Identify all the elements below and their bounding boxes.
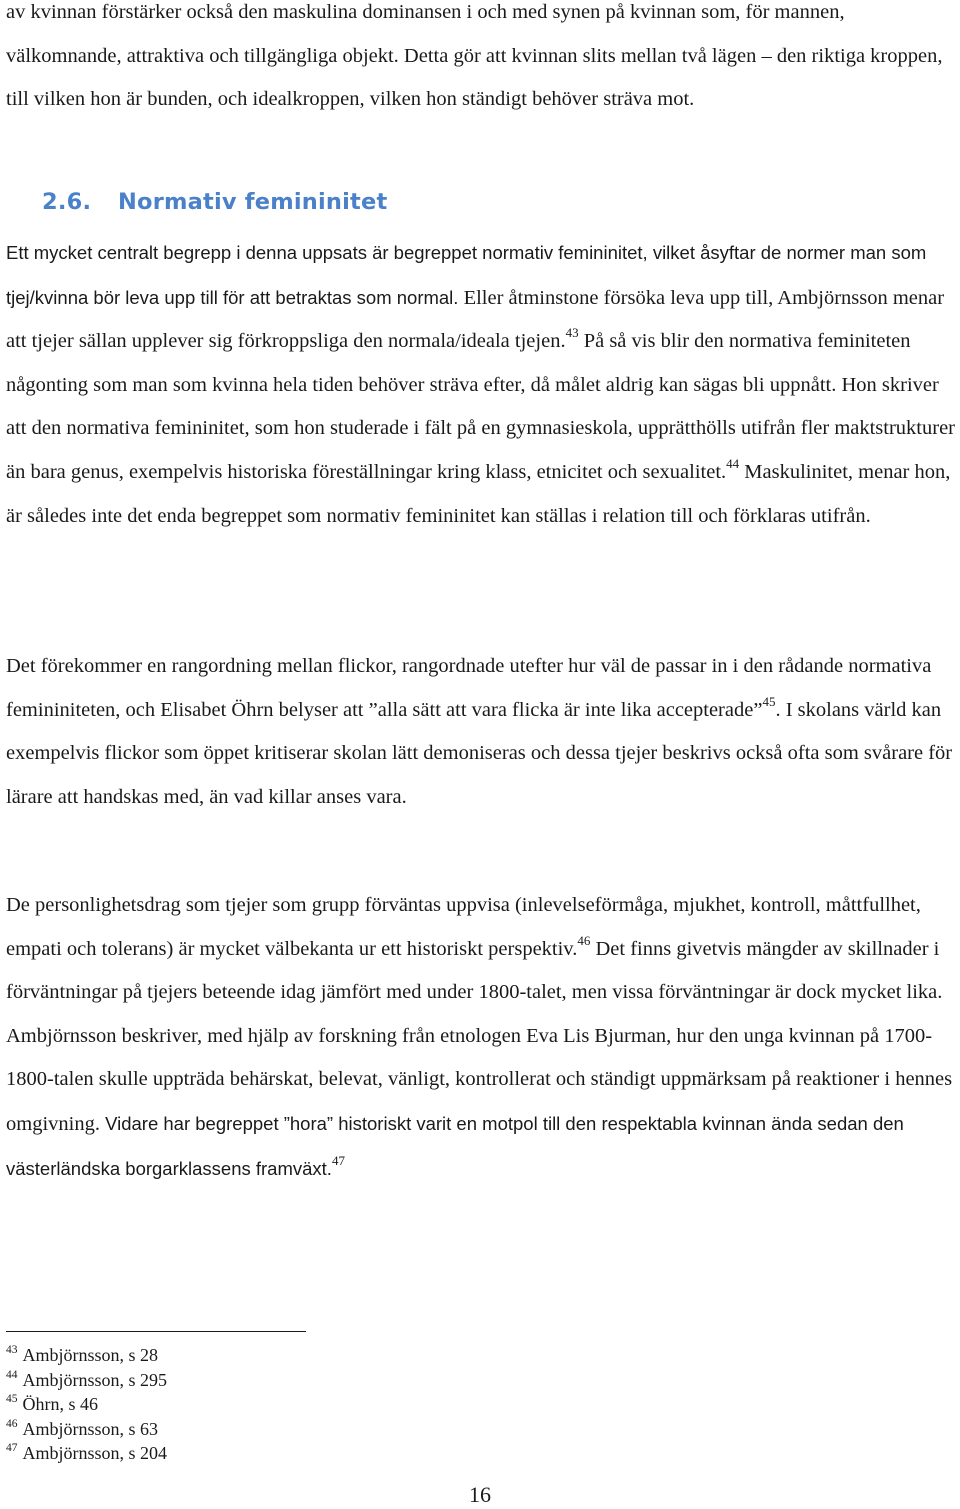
footnote-item [6, 1343, 167, 1368]
paragraph-text: Hon skriver att den normativa femininitet, som hon studerade i fält på en gymnasieskola, upprätthölls utifrån fler maktstrukturer än bara genus, exempelvis historiska föreställningar kring klass, etnicitet och sexualitet. [6, 373, 956, 483]
footnote-number: 47 [6, 1442, 18, 1454]
footnote-text: Öhrn, s 46 [22, 1394, 98, 1414]
footnote-text: Ambjörnsson, s 295 [22, 1369, 168, 1390]
paragraph-text: Det förekommer en rangordning mellan flickor, rangordnade utefter hur väl de passar in i den rådande normativa femininiteten, och Elisabet Öhrn belyser att ”alla sätt att vara flicka är inte lika accepterade” [6, 655, 932, 721]
footnote-item [6, 1392, 167, 1417]
paragraph-text: Ett mycket centralt begrepp i denna uppsats är begreppet normativ femininitet, vilket åsyftar de normer man som tjej/kvinna bör leva upp till för att betraktas som normal. [6, 242, 927, 308]
footnote-ref-45[interactable]: 45 [762, 693, 776, 709]
paragraph-text: Det finns givetvis mängder av skillnader i förväntningar på tjejers beteende idag jämfört med under 1800-talet, men vissa förväntningar är dock mycket lika. Ambjörnsson beskriver, med hjälp av forskning från etnologen Eva Lis Bjurman, hur den unga kvinnan på 1700-1800-talen skulle uppträda behärskat, belevat, vänligt, kontrollerat och ständigt uppmärksam på reaktioner i hennes omgivning. [6, 937, 953, 1135]
paragraph-rangordning [6, 645, 955, 819]
footnote-item [6, 1368, 167, 1393]
footnote-number: 43 [6, 1344, 18, 1356]
paragraph-personlighetsdrag [6, 884, 955, 1191]
footnote-ref-43[interactable]: 43 [565, 325, 579, 341]
footnote-ref-46[interactable]: 46 [577, 932, 591, 948]
footnote-number: 46 [6, 1417, 18, 1430]
footnote-item [6, 1441, 167, 1466]
paragraph-text: Vidare har begreppet ”hora” historiskt varit en motpol till den respektabla kvinnan ända sedan den västerländska borgarklassens framväxt. [6, 1112, 904, 1179]
paragraph-text: Eller åtminstone försöka leva upp till, Ambjörnsson menar att tjejer sällan upplever sig förkroppsliga den normala/ideala tjejen. [6, 286, 945, 353]
footnote-separator [6, 1331, 306, 1332]
footnote-list [6, 1343, 167, 1466]
paragraph-normativ-femininitet [6, 231, 955, 538]
page-number: 16 [469, 1482, 491, 1507]
paragraph-text: . I skolans värld kan exempelvis flickor som öppet kritiserar skolan lätt demoniseras och dessa tjejer beskrivs också ofta som svårare för lärare att handskas med, än vad killar anses vara. [6, 698, 953, 808]
footnote-number: 44 [6, 1368, 18, 1381]
footnote-item [6, 1417, 167, 1442]
intro-paragraph: av kvinnan förstärker också den maskulina dominansen i och med synen på kvinnan som, för mannen, välkomnande, attraktiva och tillgängliga objekt. Detta gör att kvinnan slits mellan två lägen – den riktiga kroppen, till vilken hon är bunden, och idealkroppen, vilken hon ständigt behöver sträva mot. [6, 1, 943, 111]
footnote-text: Ambjörnsson, s 204 [22, 1443, 168, 1463]
footnote-ref-44[interactable]: 44 [726, 456, 740, 472]
footnote-text: Ambjörnsson, s 28 [22, 1345, 159, 1365]
paragraph-text: På så vis blir den normativa feminiteten någonting som man som kvinna hela tiden behöver sträva efter, då målet aldrig kan sägas bli uppnått. [6, 330, 911, 396]
footnote-number: 45 [6, 1393, 18, 1405]
paragraph-text: De personlighetsdrag som tjejer som grupp förväntas uppvisa (inlevelseförmåga, mjukhet, kontroll, måttfullhet, empati och tolerans) är mycket välbekanta ur ett historiskt perspektiv. [6, 894, 921, 960]
footnote-ref-47[interactable]: 47 [331, 1152, 345, 1168]
section-heading [42, 189, 387, 215]
footnote-text: Ambjörnsson, s 63 [22, 1418, 159, 1439]
section-title: Normativ femininitet [118, 189, 388, 215]
paragraph-text: Maskulinitet, menar hon, är således inte det enda begreppet som normativ femininitet kan ställas i relation till och förklaras utifrån. [6, 460, 951, 527]
section-number: 2.6. [42, 189, 92, 215]
